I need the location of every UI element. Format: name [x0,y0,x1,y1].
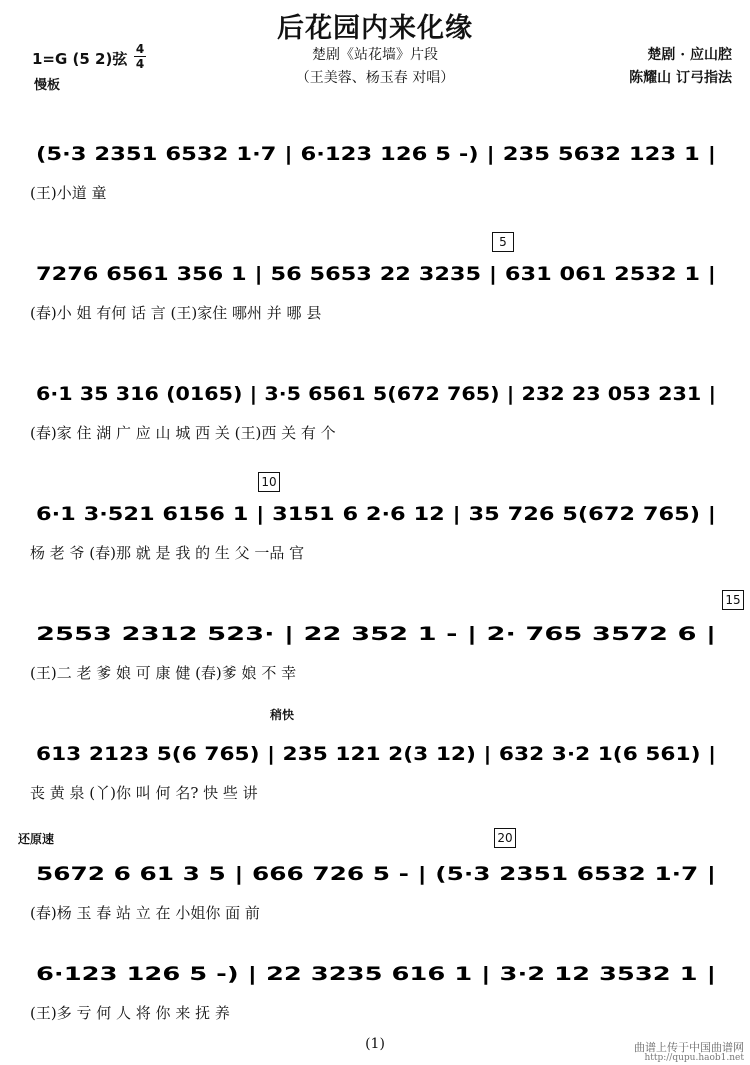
lyrics-line: (春)小 姐 有何 话 言 (王)家住 哪州 并 哪 县 [30,304,322,322]
notation-text: 5672 6 61 3 5 | 666 726 5 - | (5·3 2351 6532 1·7 | [36,863,716,885]
notation-text: 6·123 126 5 -) | 22 3235 616 1 | 3·2 12 3532 1 | [36,963,716,985]
lyrics-line: (春)杨 玉 春 站 立 在 小姐你 面 前 [30,904,260,922]
lyrics-line: (王)多 亏 何 人 将 你 来 抚 养 [30,1004,230,1022]
notation-text: 6·1 3·521 6156 1 | 3151 6 2·6 12 | 35 726 5(672 765) | [36,503,716,525]
key-signature: 1=G (5 2)弦 [32,50,128,68]
notation-line [36,494,726,530]
measure-number-box: 15 [722,590,744,610]
credit-genre: 楚剧 · 应山腔 [647,47,732,63]
credit-arranger: 陈耀山 订弓指法 [629,70,732,86]
measure-number-box: 5 [492,232,514,252]
time-signature-bottom: 4 [135,57,145,71]
notation-text: 2553 2312 523· | 22 352 1 - | 2· 765 3572 6 | [36,623,716,645]
score-system [0,340,750,460]
score-system [0,460,750,580]
lyrics-line: 杨 老 爷 (春)那 就 是 我 的 生 父 一品 官 [30,544,305,562]
measure-number-box: 20 [494,828,516,848]
tempo-change-mark: 稍快 [270,708,295,722]
notation-line [36,254,726,290]
notation-text: 7276 6561 356 1 | 56 5653 22 3235 | 631 061 2532 1 | [36,263,716,285]
notation-text: 613 2123 5(6 765) | 235 121 2(3 12) | 632 3·2 1(6 561) | [36,743,716,765]
score-system [0,220,750,340]
page-number: (1) [365,1036,385,1052]
notation-line [36,614,726,650]
watermark-text: 曲谱上传于中国曲谱网 [634,1041,744,1054]
page-title: 后花园内来化缘 [277,13,473,44]
watermark-url: http://qupu.haob1.net [644,1053,744,1063]
notation-line [36,374,726,410]
notation-text: 6·1 35 316 (0165) | 3·5 6561 5(672 765) | 232 23 053 231 | [36,383,716,405]
watermark [634,1042,744,1064]
score-system [0,580,750,700]
notation-text: (5·3 2351 6532 1·7 | 6·123 126 5 -) | 235 5632 123 1 | [36,143,716,165]
notation-line [36,854,726,890]
score-system [0,700,750,820]
performers: （王美蓉、杨玉春 对唱） [295,70,455,86]
notation-line [36,134,726,170]
tempo-marking: 慢板 [34,78,61,93]
score-system [0,100,750,220]
lyrics-line: 丧 黄 泉 (丫)你 叫 何 名? 快 些 讲 [30,784,258,802]
lyrics-line: (春)家 住 湖 广 应 山 城 西 关 (王)西 关 有 个 [30,424,336,442]
lyrics-line: (王)小道 童 [30,184,107,202]
notation-line [36,954,726,990]
notation-line [36,734,726,770]
subtitle: 楚剧《站花墙》片段 [312,47,438,63]
time-signature-top: 4 [135,42,145,56]
tempo-change-mark: 还原速 [18,832,55,846]
lyrics-line: (王)二 老 爹 娘 可 康 健 (春)爹 娘 不 幸 [30,664,297,682]
score-system [0,920,750,1040]
measure-number-box: 10 [258,472,280,492]
